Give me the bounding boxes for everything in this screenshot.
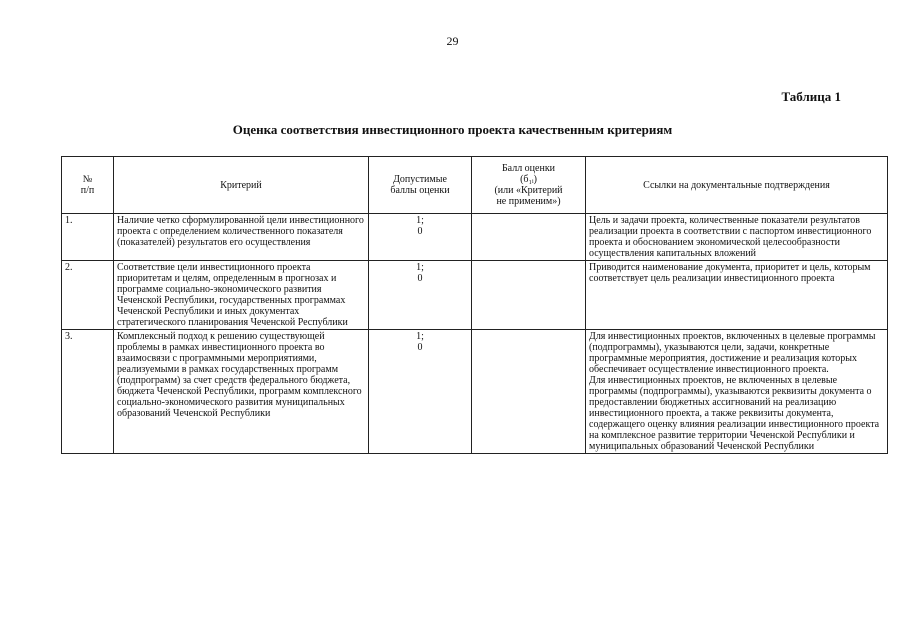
header-allowed-scores: Допустимые баллы оценки [369, 157, 472, 214]
row-score [472, 330, 586, 454]
row-criterion: Комплексный подход к решению существующей проблемы в рамках инвестиционного проекта во взаимосвязи с программными мероприятиями, реализуемыми в рамках государственных программ (подпрограмм) за счет средств федерального бюджета, бюджета Чеченской Республики, программ комплексного социально-экономического развития муниципальных образований Чеченской Республики [114, 330, 369, 454]
table-row [62, 330, 888, 454]
header-score: Балл оценки (б₁ᵢ) (или «Критерий не применим») [472, 157, 586, 214]
row-criterion: Наличие четко сформулированной цели инвестиционного проекта с определением количественного показателя (показателей) результатов его осуществления [114, 214, 369, 261]
row-number: 3. [62, 330, 114, 454]
row-allowed-scores: 1; 0 [369, 214, 472, 261]
row-allowed-scores: 1; 0 [369, 330, 472, 454]
criteria-table [61, 156, 888, 454]
row-references: Для инвестиционных проектов, включенных в целевые программы (подпрограммы), указываются цели, задачи, конкретные программные мероприятия, достижение и реализация которых обеспечивает осуществление инвестиционного проекта. [589, 331, 876, 375]
header-references: Ссылки на документальные подтверждения [586, 157, 888, 214]
row-allowed-scores: 1; 0 [369, 261, 472, 330]
table-row [62, 214, 888, 261]
row-references: Приводится наименование документа, приоритет и цель, которым соответствует цель реализации инвестиционного проекта [586, 261, 888, 330]
table-label: Таблица 1 [781, 89, 841, 104]
row-references: Цель и задачи проекта, количественные показатели результатов реализации проекта в соответствии с паспортом инвестиционного проекта и обоснованием экономической целесообразности осуществления капитальных вложений [586, 214, 888, 261]
row-references-cell [586, 330, 888, 454]
page-number: 29 [446, 34, 459, 48]
table-header-row [62, 157, 888, 214]
row-number: 1. [62, 214, 114, 261]
row-score [472, 261, 586, 330]
document-title: Оценка соответствия инвестиционного проекта качественным критериям [232, 122, 673, 137]
row-score [472, 214, 586, 261]
row-references-continued: Для инвестиционных проектов, не включенных в целевые программы (подпрограммы), указываются реквизиты документа о предоставлении бюджетных ассигнований на реализацию инвестиционного проекта, а также реквизиты документа, содержащего оценку влияния реализации инвестиционного проекта на комплексное развитие территории Чеченской Республики и муниципальных образований Чеченской Республики [589, 375, 880, 452]
header-criterion: Критерий [114, 157, 369, 214]
row-number: 2. [62, 261, 114, 330]
row-criterion: Соответствие цели инвестиционного проекта приоритетам и целям, определенным в прогнозах и программе социально-экономического развития Чеченской Республики, государственных программах Чеченской Республики и иных документах стратегического планирования Чеченской Республики [114, 261, 369, 330]
header-number: № п/п [62, 157, 114, 214]
table-row [62, 261, 888, 330]
